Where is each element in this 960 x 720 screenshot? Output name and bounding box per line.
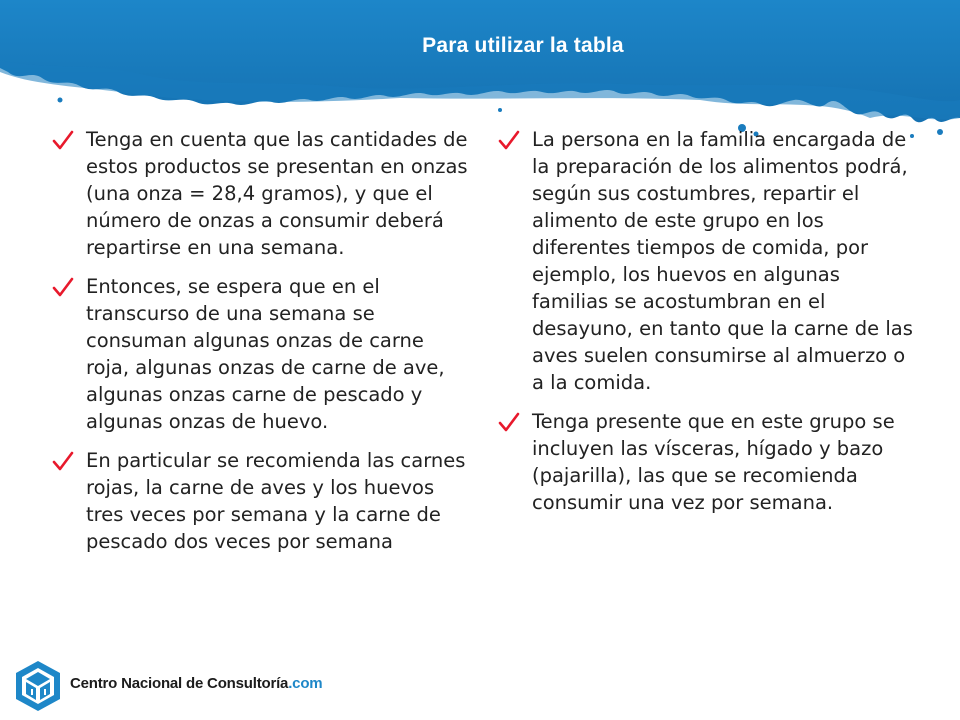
bullet-text: Tenga en cuenta que las cantidades de estos productos se presentan en onzas (una onza = 28,4 gramos), y que el número de onzas a consumir deberá repartirse en una semana. [86,128,468,259]
company-logo [12,658,372,714]
checkmark-icon [52,276,74,298]
slide-title: Para utilizar la tabla [422,34,624,57]
bullet-item [52,447,472,555]
bullet-item [52,273,472,435]
bullet-item [498,126,918,396]
left-bullet-list [52,126,472,555]
bullet-text: Entonces, se espera que en el transcurso de una semana se consuman algunas onzas de carne roja, algunas onzas de carne de ave, algunas onzas carne de pescado y algunas onzas de huevo. [86,275,445,433]
bullet-text: En particular se recomienda las carnes rojas, la carne de aves y los huevos tres veces por semana y la carne de pescado dos veces por semana [86,449,466,553]
bullet-text: Tenga presente que en este grupo se incluyen las vísceras, hígado y bazo (pajarilla), las que se recomienda consumir una vez por semana. [532,410,895,514]
logo-name: Centro Nacional de Consultoría [70,675,289,692]
bullet-item [498,408,918,516]
checkmark-icon [52,450,74,472]
logo-domain: .com [288,675,323,692]
right-column [498,126,918,528]
left-column [52,126,472,567]
cube-logo-icon [12,658,64,714]
checkmark-icon [52,129,74,151]
logo-wordmark [70,675,322,692]
checkmark-icon [498,129,520,151]
bullet-item [52,126,472,261]
right-bullet-list [498,126,918,516]
checkmark-icon [498,411,520,433]
bullet-text: La persona en la familia encargada de la preparación de los alimentos podrá, según sus costumbres, repartir el alimento de este grupo en los diferentes tiempos de comida, por ejemplo, los huevos en algunas familias se acostumbran en el desayuno, en tanto que la carne de las aves suelen consumirse al almuerzo o a la comida. [532,128,913,394]
